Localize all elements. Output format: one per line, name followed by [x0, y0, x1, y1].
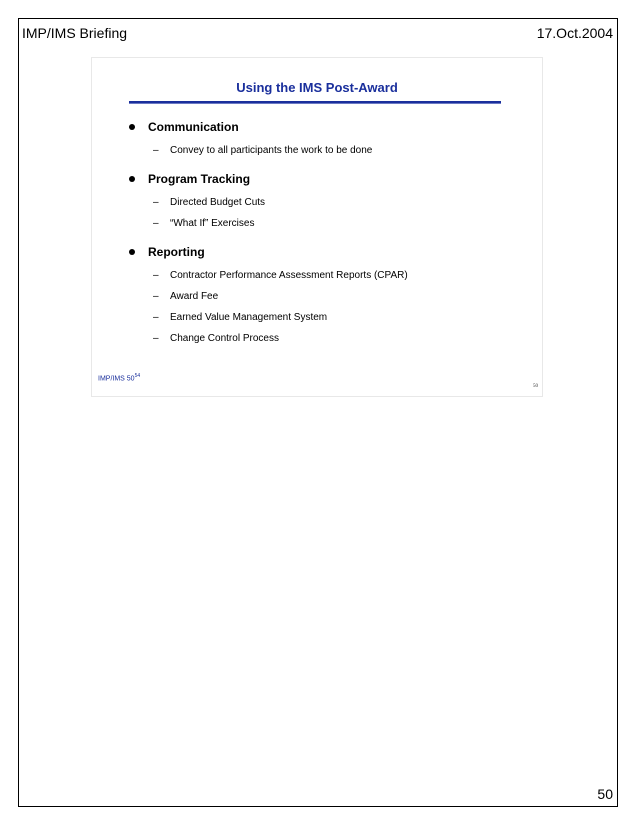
- slide-number: 50: [533, 384, 538, 389]
- dash-icon: –: [153, 145, 159, 156]
- sub-item-text: Earned Value Management System: [170, 312, 328, 323]
- bullet-label: Communication: [148, 120, 239, 134]
- sub-item-text: Contractor Performance Assessment Reports (CPAR): [170, 270, 408, 281]
- document-header-title: IMP/IMS Briefing: [22, 25, 128, 41]
- sub-item: [122, 286, 532, 307]
- slide-footer-superscript: 54: [134, 373, 141, 379]
- sub-item: [122, 140, 532, 161]
- bullet-label: Reporting: [148, 245, 205, 259]
- dash-icon: –: [153, 270, 159, 281]
- dash-icon: –: [153, 197, 159, 208]
- dash-icon: –: [153, 312, 159, 323]
- page-number: 50: [597, 786, 613, 802]
- bullet-dot-icon: [129, 176, 135, 182]
- bullet-label: Program Tracking: [148, 172, 251, 186]
- document-header-date: 17.Oct.2004: [536, 25, 613, 41]
- sub-item: [122, 307, 532, 328]
- slide-footer: [98, 373, 140, 382]
- sub-item: [122, 265, 532, 286]
- dash-icon: –: [153, 333, 159, 344]
- bullet-reporting: [122, 243, 532, 261]
- slide-content: [122, 118, 532, 349]
- sub-item: [122, 328, 532, 349]
- sub-item-text: Convey to all participants the work to be done: [170, 145, 373, 156]
- slide-thumbnail: [91, 57, 543, 397]
- dash-icon: –: [153, 291, 159, 302]
- bullet-dot-icon: [129, 249, 135, 255]
- dash-icon: –: [153, 218, 159, 229]
- title-underline: [129, 101, 501, 104]
- bullet-dot-icon: [129, 124, 135, 130]
- sub-item: [122, 213, 532, 234]
- sub-item-text: Directed Budget Cuts: [170, 197, 266, 208]
- slide-footer-text: IMP/IMS 50: [98, 375, 135, 383]
- sub-item: [122, 192, 532, 213]
- bullet-program-tracking: [122, 170, 532, 188]
- sub-item-text: Award Fee: [170, 291, 219, 302]
- sub-item-text: “What If” Exercises: [170, 218, 255, 229]
- bullet-communication: [122, 118, 532, 136]
- slide-title: Using the IMS Post-Award: [236, 80, 398, 95]
- sub-item-text: Change Control Process: [170, 333, 279, 344]
